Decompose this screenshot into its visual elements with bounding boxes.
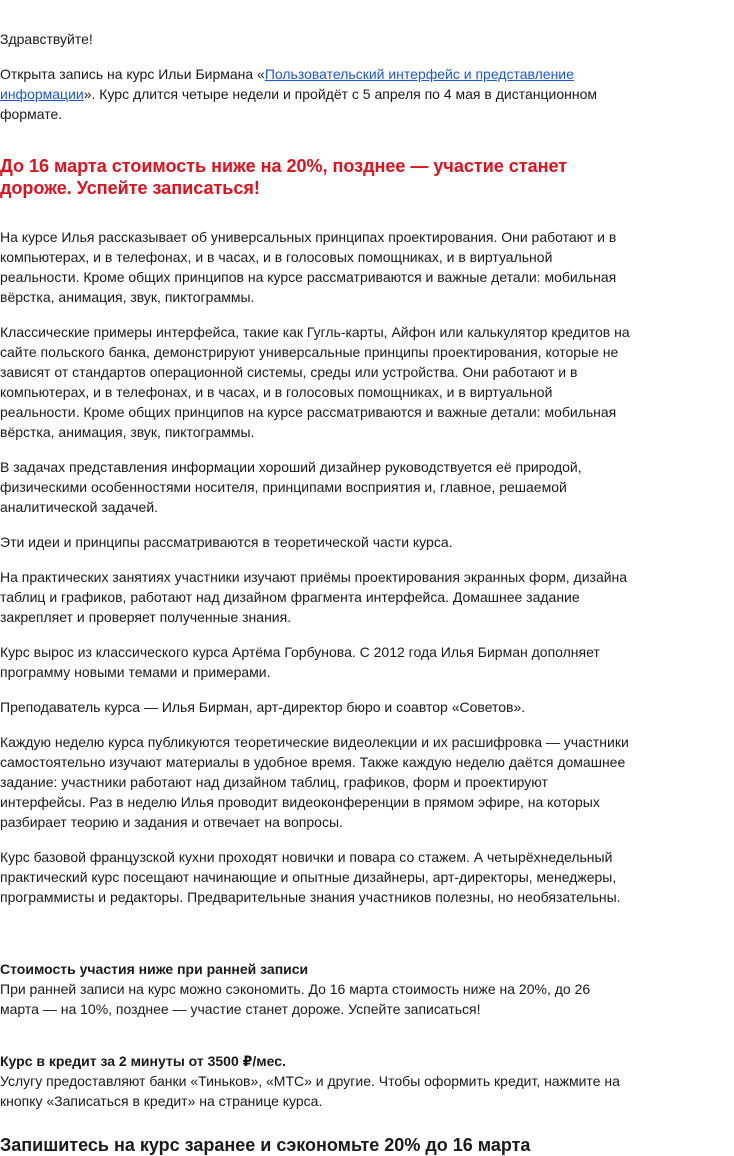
discount-highlight: До 16 марта стоимость ниже на 20%, позднее — участие станет дороже. Успейте записаться! xyxy=(0,156,568,198)
paragraph-course-history: Курс вырос из классического курса Артёма Горбунова. С 2012 года Илья Бирман дополняет программу новыми темами и примерами. xyxy=(0,644,600,680)
paragraph-classic-examples: Классические примеры интерфейса, такие как Гугль-карты, Айфон или калькулятор кредитов на сайте польского банка, демонстрируют универсальные принципы проектирования, которые не зависят от стандартов операционной системы, среды или устройства. Они работают и в компьютерах, и в телефонах, и в часах, и в голосовых помощниках, и в виртуальной реальности. Кроме общих принципов на курсе рассматриваются и важные детали: мобильная вёрстка, анимация, звук, пиктограммы. xyxy=(0,324,630,440)
paragraph-weekly-format: Каждую неделю курса публикуются теоретические видеолекции и их расшифровка — участники самостоятельно изучают материалы в удобное время. Также каждую неделю даётся домашнее задание: участники работают над дизайном таблиц, графиков, форм и проектируют интерфейсы. Раз в неделю Илья проводит видеоконференции в прямом эфире, на которых разбирает теорию и задания и отвечает на вопросы. xyxy=(0,734,629,830)
paragraph-practice: На практических занятиях участники изучают приёмы проектирования экранных форм, дизайна таблиц и графиков, работают над дизайном фрагмента интерфейса. Домашнее задание закрепляет и проверяет полученные знания. xyxy=(0,569,628,625)
credit-block-heading: Курс в кредит за 2 минуты от 3500 ₽/мес. xyxy=(0,1053,286,1069)
paragraph-theory-part: Эти идеи и принципы рассматриваются в теоретической части курса. xyxy=(0,534,453,550)
intro-text-before-link: Открыта запись на курс Ильи Бирмана « xyxy=(0,66,265,82)
signup-cta-heading: Запишитесь на курс заранее и сэкономьте 20% до 16 марта xyxy=(0,1135,531,1155)
credit-block-text: Услугу предоставляют банки «Тиньков», «МТС» и другие. Чтобы оформить кредит, нажмите на кнопку «Записаться в кредит» на странице курса. xyxy=(0,1073,620,1109)
greeting-text: Здравствуйте! xyxy=(0,31,93,47)
intro-paragraph xyxy=(0,64,620,124)
paragraph-universal-principles: На курсе Илья рассказывает об универсальных принципах проектирования. Они работают и в компьютерах, и в телефонах, и в часах, и в голосовых помощниках, и в виртуальной реальности. Кроме общих принципов на курсе рассматриваются и важные детали: мобильная вёрстка, анимация, звук, пиктограммы. xyxy=(0,229,617,305)
price-block xyxy=(0,959,630,1019)
intro-text-after-link: ». Курс длится четыре недели и пройдёт с 5 апреля по 4 мая в дистанционном формате. xyxy=(0,86,597,122)
paragraph-information-design: В задачах представления информации хороший дизайнер руководствуется её природой, физическими особенностями носителя, принципами восприятия и, главное, решаемой аналитической задачей. xyxy=(0,459,582,515)
price-block-heading: Стоимость участия ниже при ранней записи xyxy=(0,961,309,977)
price-block-text: При ранней записи на курс можно сэкономить. До 16 марта стоимость ниже на 20%, до 26 марта — на 10%, позднее — участие станет дороже. Успейте записаться! xyxy=(0,981,591,1017)
credit-block xyxy=(0,1051,630,1111)
paragraph-teacher: Преподаватель курса — Илья Бирман, арт-директор бюро и соавтор «Советов». xyxy=(0,699,526,715)
paragraph-audience: Курс базовой французской кухни проходят новички и повара со стажем. А четырёхнедельный практический курс посещают начинающие и опытные дизайнеры, арт-директоры, менеджеры, программисты и редакторы. Предварительные знания участников полезны, но необязательны. xyxy=(0,849,621,905)
course-link[interactable]: Пользовательский интерфейс и представление информации xyxy=(0,66,574,102)
